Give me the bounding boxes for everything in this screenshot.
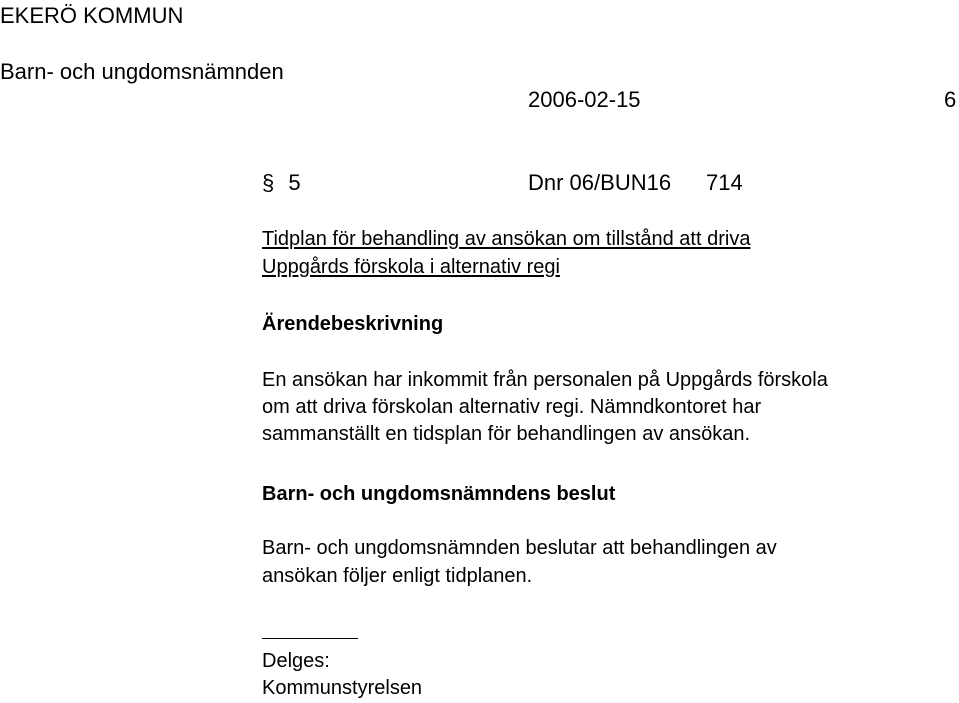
dnr-number: 714 bbox=[706, 170, 743, 195]
signature-line bbox=[262, 638, 358, 639]
distribution-recipient: Kommunstyrelsen bbox=[262, 677, 423, 699]
page-number: 6 bbox=[944, 87, 957, 112]
meeting-date: 2006-02-15 bbox=[528, 87, 641, 112]
item-title-line-2: Uppgårds förskola i alternativ regi bbox=[262, 256, 560, 278]
description-line-1: En ansökan har inkommit från personalen på Uppgårds förskola bbox=[262, 369, 828, 391]
description-line-2: om att driva förskolan alternativ regi. Nämndkontoret har bbox=[262, 396, 762, 418]
section-symbol: § bbox=[262, 170, 275, 195]
decision-line-2: ansökan följer enligt tidplanen. bbox=[262, 565, 533, 587]
distribution-label: Delges: bbox=[262, 650, 330, 672]
description-line-3: sammanställt en tidsplan för behandlingen av ansökan. bbox=[262, 423, 751, 445]
paragraph-number: 5 bbox=[288, 170, 301, 195]
item-title-line-1: Tidplan för behandling av ansökan om tillstånd att driva bbox=[262, 228, 751, 250]
organization-name: EKERÖ KOMMUN bbox=[0, 3, 184, 28]
description-heading: Ärendebeskrivning bbox=[262, 313, 444, 335]
committee-name: Barn- och ungdomsnämnden bbox=[0, 59, 284, 84]
paragraph-marker bbox=[262, 172, 301, 194]
dnr-label: Dnr 06/BUN16 bbox=[528, 170, 672, 195]
decision-line-1: Barn- och ungdomsnämnden beslutar att behandlingen av bbox=[262, 537, 777, 559]
decision-heading: Barn- och ungdomsnämndens beslut bbox=[262, 483, 616, 505]
